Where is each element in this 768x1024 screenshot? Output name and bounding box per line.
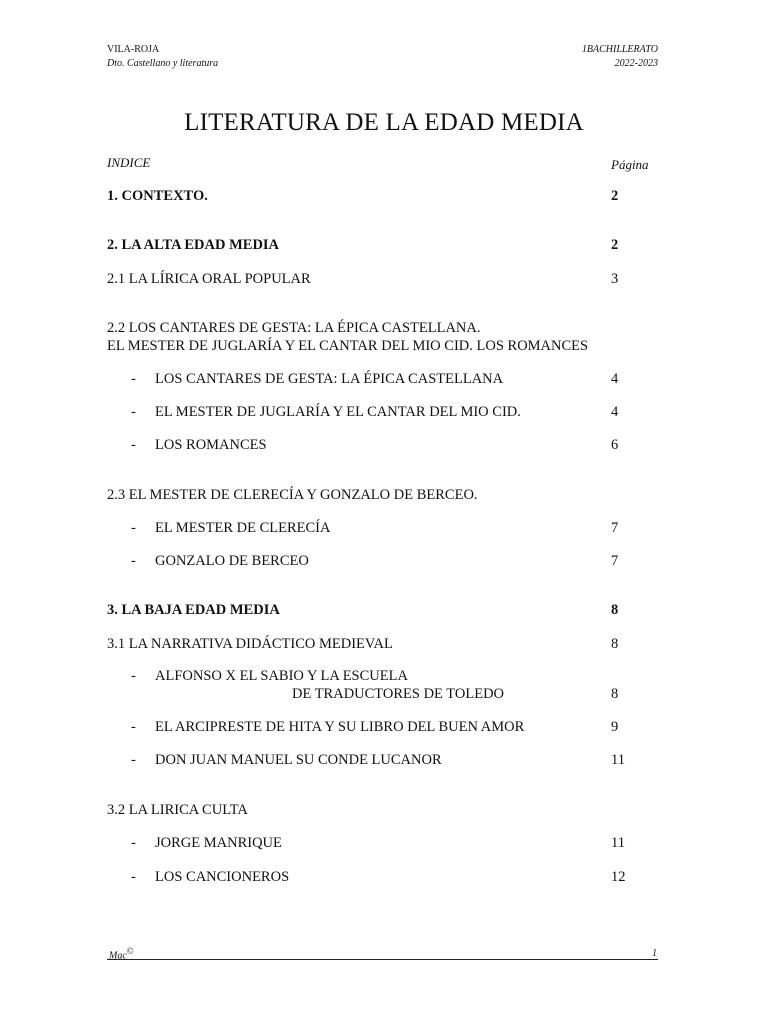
toc-entry-text: 2. LA ALTA EDAD MEDIA [107, 237, 280, 253]
bullet-dash: - [131, 520, 136, 536]
toc-entry-text-line2: DE TRADUCTORES DE TOLEDO [292, 686, 505, 702]
toc-entry-page: 6 [611, 437, 619, 453]
page-title: LITERATURA DE LA EDAD MEDIA [184, 109, 584, 136]
page-column-heading: Página [611, 157, 649, 172]
toc-entry-page: 8 [611, 602, 619, 618]
footer-author-name: Mac [109, 950, 127, 962]
bullet-dash: - [131, 437, 136, 453]
toc-entry-page: 7 [611, 553, 619, 569]
toc-entry-page: 9 [611, 719, 619, 735]
toc-entry-text: JORGE MANRIQUE [155, 835, 282, 851]
toc-entry-text: 2.3 EL MESTER DE CLERECÍA Y GONZALO DE BERCEO. [107, 487, 478, 503]
toc-entry-page: 8 [611, 636, 619, 652]
bullet-dash: - [131, 371, 136, 387]
toc-entry-text: EL MESTER DE JUGLARÍA Y EL CANTAR DEL MIO CID. [155, 404, 521, 420]
toc-entry-text-line2: EL MESTER DE JUGLARÍA Y EL CANTAR DEL MIO CID. LOS ROMANCES [107, 338, 589, 354]
toc-entry-page: 3 [611, 271, 619, 287]
toc-entry-text: 3.1 LA NARRATIVA DIDÁCTICO MEDIEVAL [107, 636, 393, 652]
toc-entry-text: EL ARCIPRESTE DE HITA Y SU LIBRO DEL BUEN AMOR [155, 719, 525, 735]
toc-entry-page: 11 [611, 752, 625, 768]
toc-entry-page: 2 [611, 188, 619, 204]
toc-entry-text: 3.2 LA LIRICA CULTA [107, 802, 248, 818]
toc-entry-page: 4 [611, 404, 619, 420]
toc-entry-text: LOS CANTARES DE GESTA: LA ÉPICA CASTELLANA [155, 371, 504, 387]
bullet-dash: - [131, 553, 136, 569]
bullet-dash: - [131, 404, 136, 420]
toc-entry-text: EL MESTER DE CLERECÍA [155, 520, 331, 536]
bullet-dash: - [131, 869, 136, 885]
toc-entry-text: ALFONSO X EL SABIO Y LA ESCUELA [155, 668, 408, 684]
header-department: Dto. Castellano y literatura [107, 58, 219, 69]
bullet-dash: - [131, 752, 136, 768]
toc-entry-text: LOS ROMANCES [155, 437, 267, 453]
toc-entry-text: DON JUAN MANUEL SU CONDE LUCANOR [155, 752, 442, 768]
toc-entry-page: 4 [611, 371, 619, 387]
bullet-dash: - [131, 719, 136, 735]
toc-entry-page: 2 [611, 237, 619, 253]
footer-rule [107, 959, 658, 960]
toc-entry-page: 8 [611, 686, 619, 702]
bullet-dash: - [131, 668, 136, 684]
toc-entry-text: LOS CANCIONEROS [155, 869, 290, 885]
toc-entry-page: 11 [611, 835, 625, 851]
header-year: 2022-2023 [614, 58, 658, 69]
toc-entry-page: 7 [611, 520, 619, 536]
toc-entry-page: 12 [611, 869, 626, 885]
header-school: VILA-ROJA [107, 44, 160, 55]
header-course: 1BACHILLERATO [581, 44, 658, 55]
footer-page-number: 1 [652, 948, 657, 959]
copyright-mark: © [126, 946, 134, 956]
toc-entry-text: 1. CONTEXTO. [107, 188, 208, 204]
toc-entry-text: GONZALO DE BERCEO [155, 553, 309, 569]
toc-entry-text: 3. LA BAJA EDAD MEDIA [107, 602, 280, 618]
index-heading: INDICE [107, 155, 151, 170]
toc-entry-text: 2.1 LA LÍRICA ORAL POPULAR [107, 271, 311, 287]
bullet-dash: - [131, 835, 136, 851]
toc-entry-text: 2.2 LOS CANTARES DE GESTA: LA ÉPICA CASTELLANA. [107, 320, 481, 336]
